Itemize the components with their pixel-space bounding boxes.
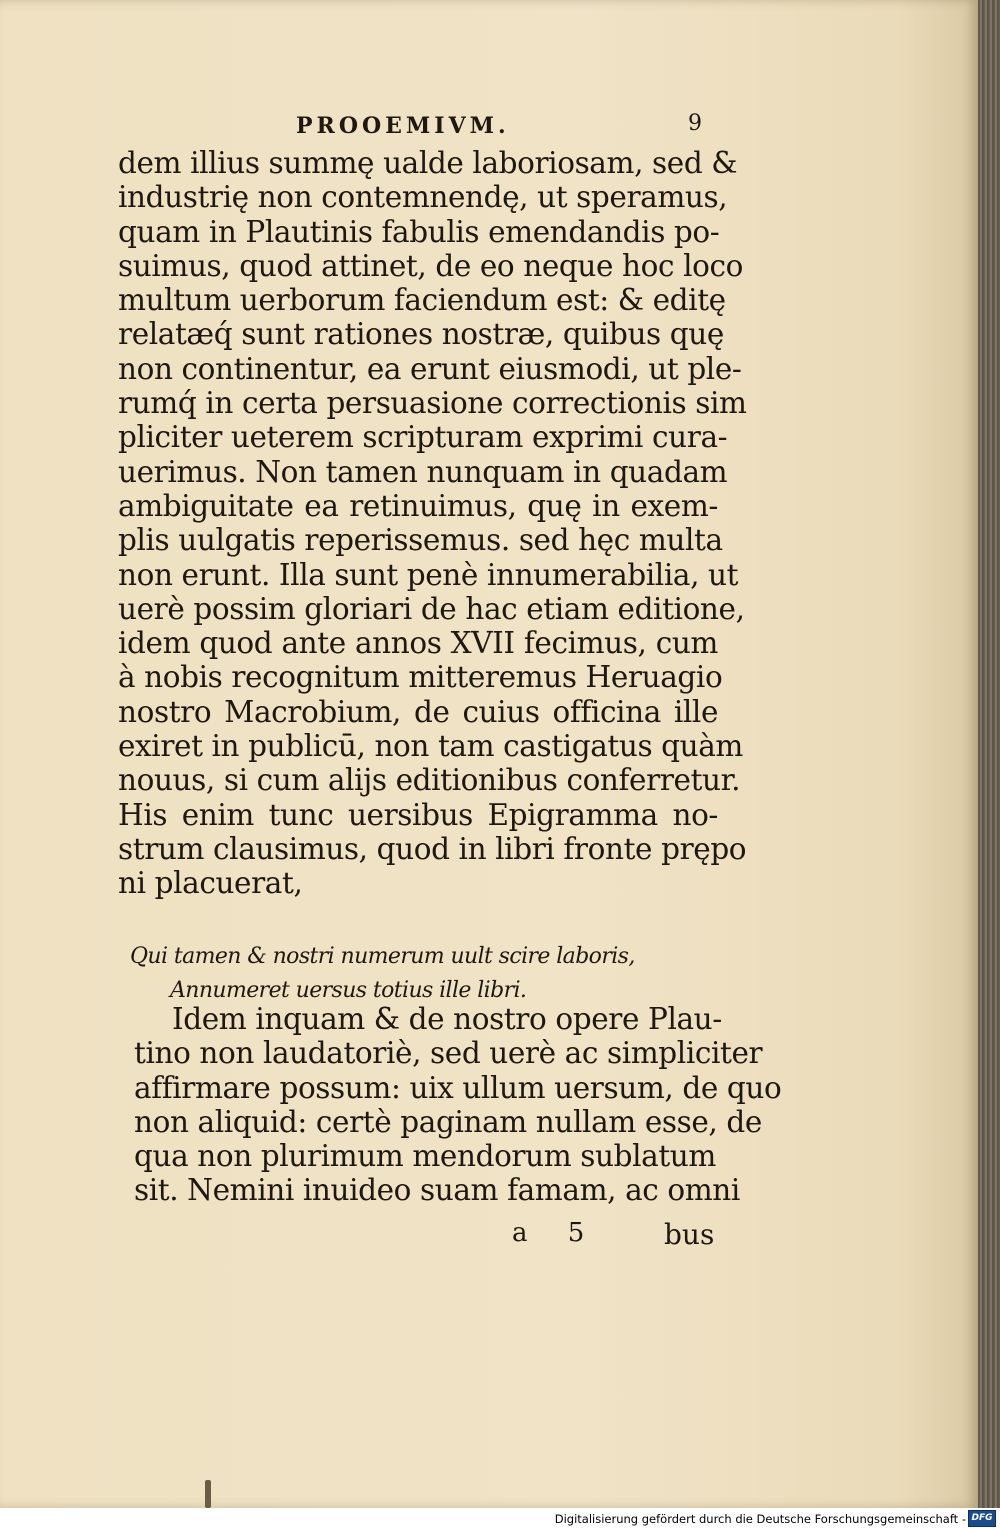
verse-quotation — [130, 940, 640, 1008]
text-line: non continentur, ea erunt eiusmodi, ut ple- — [118, 351, 742, 386]
text-line: relatæq́ sunt rationes nostræ, quibus quę — [118, 317, 724, 352]
text-line: strum clausimus, quod in libri fronte prępo — [118, 831, 747, 866]
bookmark-strip — [205, 1480, 211, 1508]
text-line: ni placuerat, — [118, 866, 303, 901]
text-line: tino non laudatoriè, sed uerè ac simpliciter — [134, 1036, 763, 1071]
running-head: PROOEMIVM. — [296, 113, 510, 139]
text-line: idem quod ante annos XVII fecimus, cum — [118, 626, 718, 661]
text-line: qua non plurimum mendorum sublatum — [134, 1139, 716, 1174]
text-line: industrię non contemnendę, ut speramus, — [118, 180, 728, 215]
page-edges — [978, 0, 1000, 1508]
text-line: dem illius summę ualde laboriosam, sed & — [118, 146, 738, 180]
text-line: nouus, si cum alijs editionibus conferretur. — [118, 763, 741, 798]
text-line: non aliquid: certè paginam nullam esse, de — [134, 1104, 762, 1139]
catchword: bus — [664, 1218, 715, 1251]
dfg-logo: DFG — [968, 1510, 996, 1527]
text-line: uerimus. Non tamen nunquam in quadam — [118, 454, 728, 489]
text-line: multum uerborum faciendum est: & editę — [118, 283, 726, 318]
verse-line: Annumeret uersus totius ille libri. — [170, 978, 527, 1003]
verse-line: Qui tamen & nostri numerum uult scire laboris, — [130, 944, 635, 969]
text-line: quam in Plautinis fabulis emendandis po- — [118, 214, 720, 249]
body-text — [118, 146, 747, 901]
text-line: rumq́ in certa persuasione correctionis sim — [118, 386, 747, 421]
text-line: His enim tunc uersibus Epigramma no- — [118, 797, 718, 832]
text-line: ambiguitate ea retinuimus, quę in exem- — [118, 488, 718, 523]
text-line: sit. Nemini inuideo suam famam, ac omni — [134, 1173, 740, 1208]
text-line: exiret in publicū, non tam castigatus quàm — [118, 729, 743, 764]
digitization-credit: Digitalisierung gefördert durch die Deutsche Forschungsgemeinschaft - — [554, 1512, 966, 1526]
text-line: suimus, quod attinet, de eo neque hoc loco — [118, 248, 743, 283]
text-line: affirmare possum: uix ullum uersum, de quo — [134, 1070, 782, 1105]
text-line: nostro Macrobium, de cuius officina ille — [118, 694, 718, 729]
body-text-continued — [134, 1002, 782, 1208]
text-line: à nobis recognitum mitteremus Heruagio — [118, 660, 723, 695]
text-line: non erunt. Illa sunt penè innumerabilia, ut — [118, 557, 739, 592]
text-line: Idem inquam & de nostro opere Plau- — [172, 1002, 722, 1036]
text-line: pliciter ueterem scripturam exprimi cura- — [118, 420, 728, 455]
page-number: 9 — [688, 111, 702, 136]
signature-mark: a 5 — [512, 1218, 601, 1248]
text-line: plis uulgatis reperissemus. sed hęc multa — [118, 523, 723, 558]
text-line: uerè possim gloriari de hac etiam editione, — [118, 591, 745, 626]
